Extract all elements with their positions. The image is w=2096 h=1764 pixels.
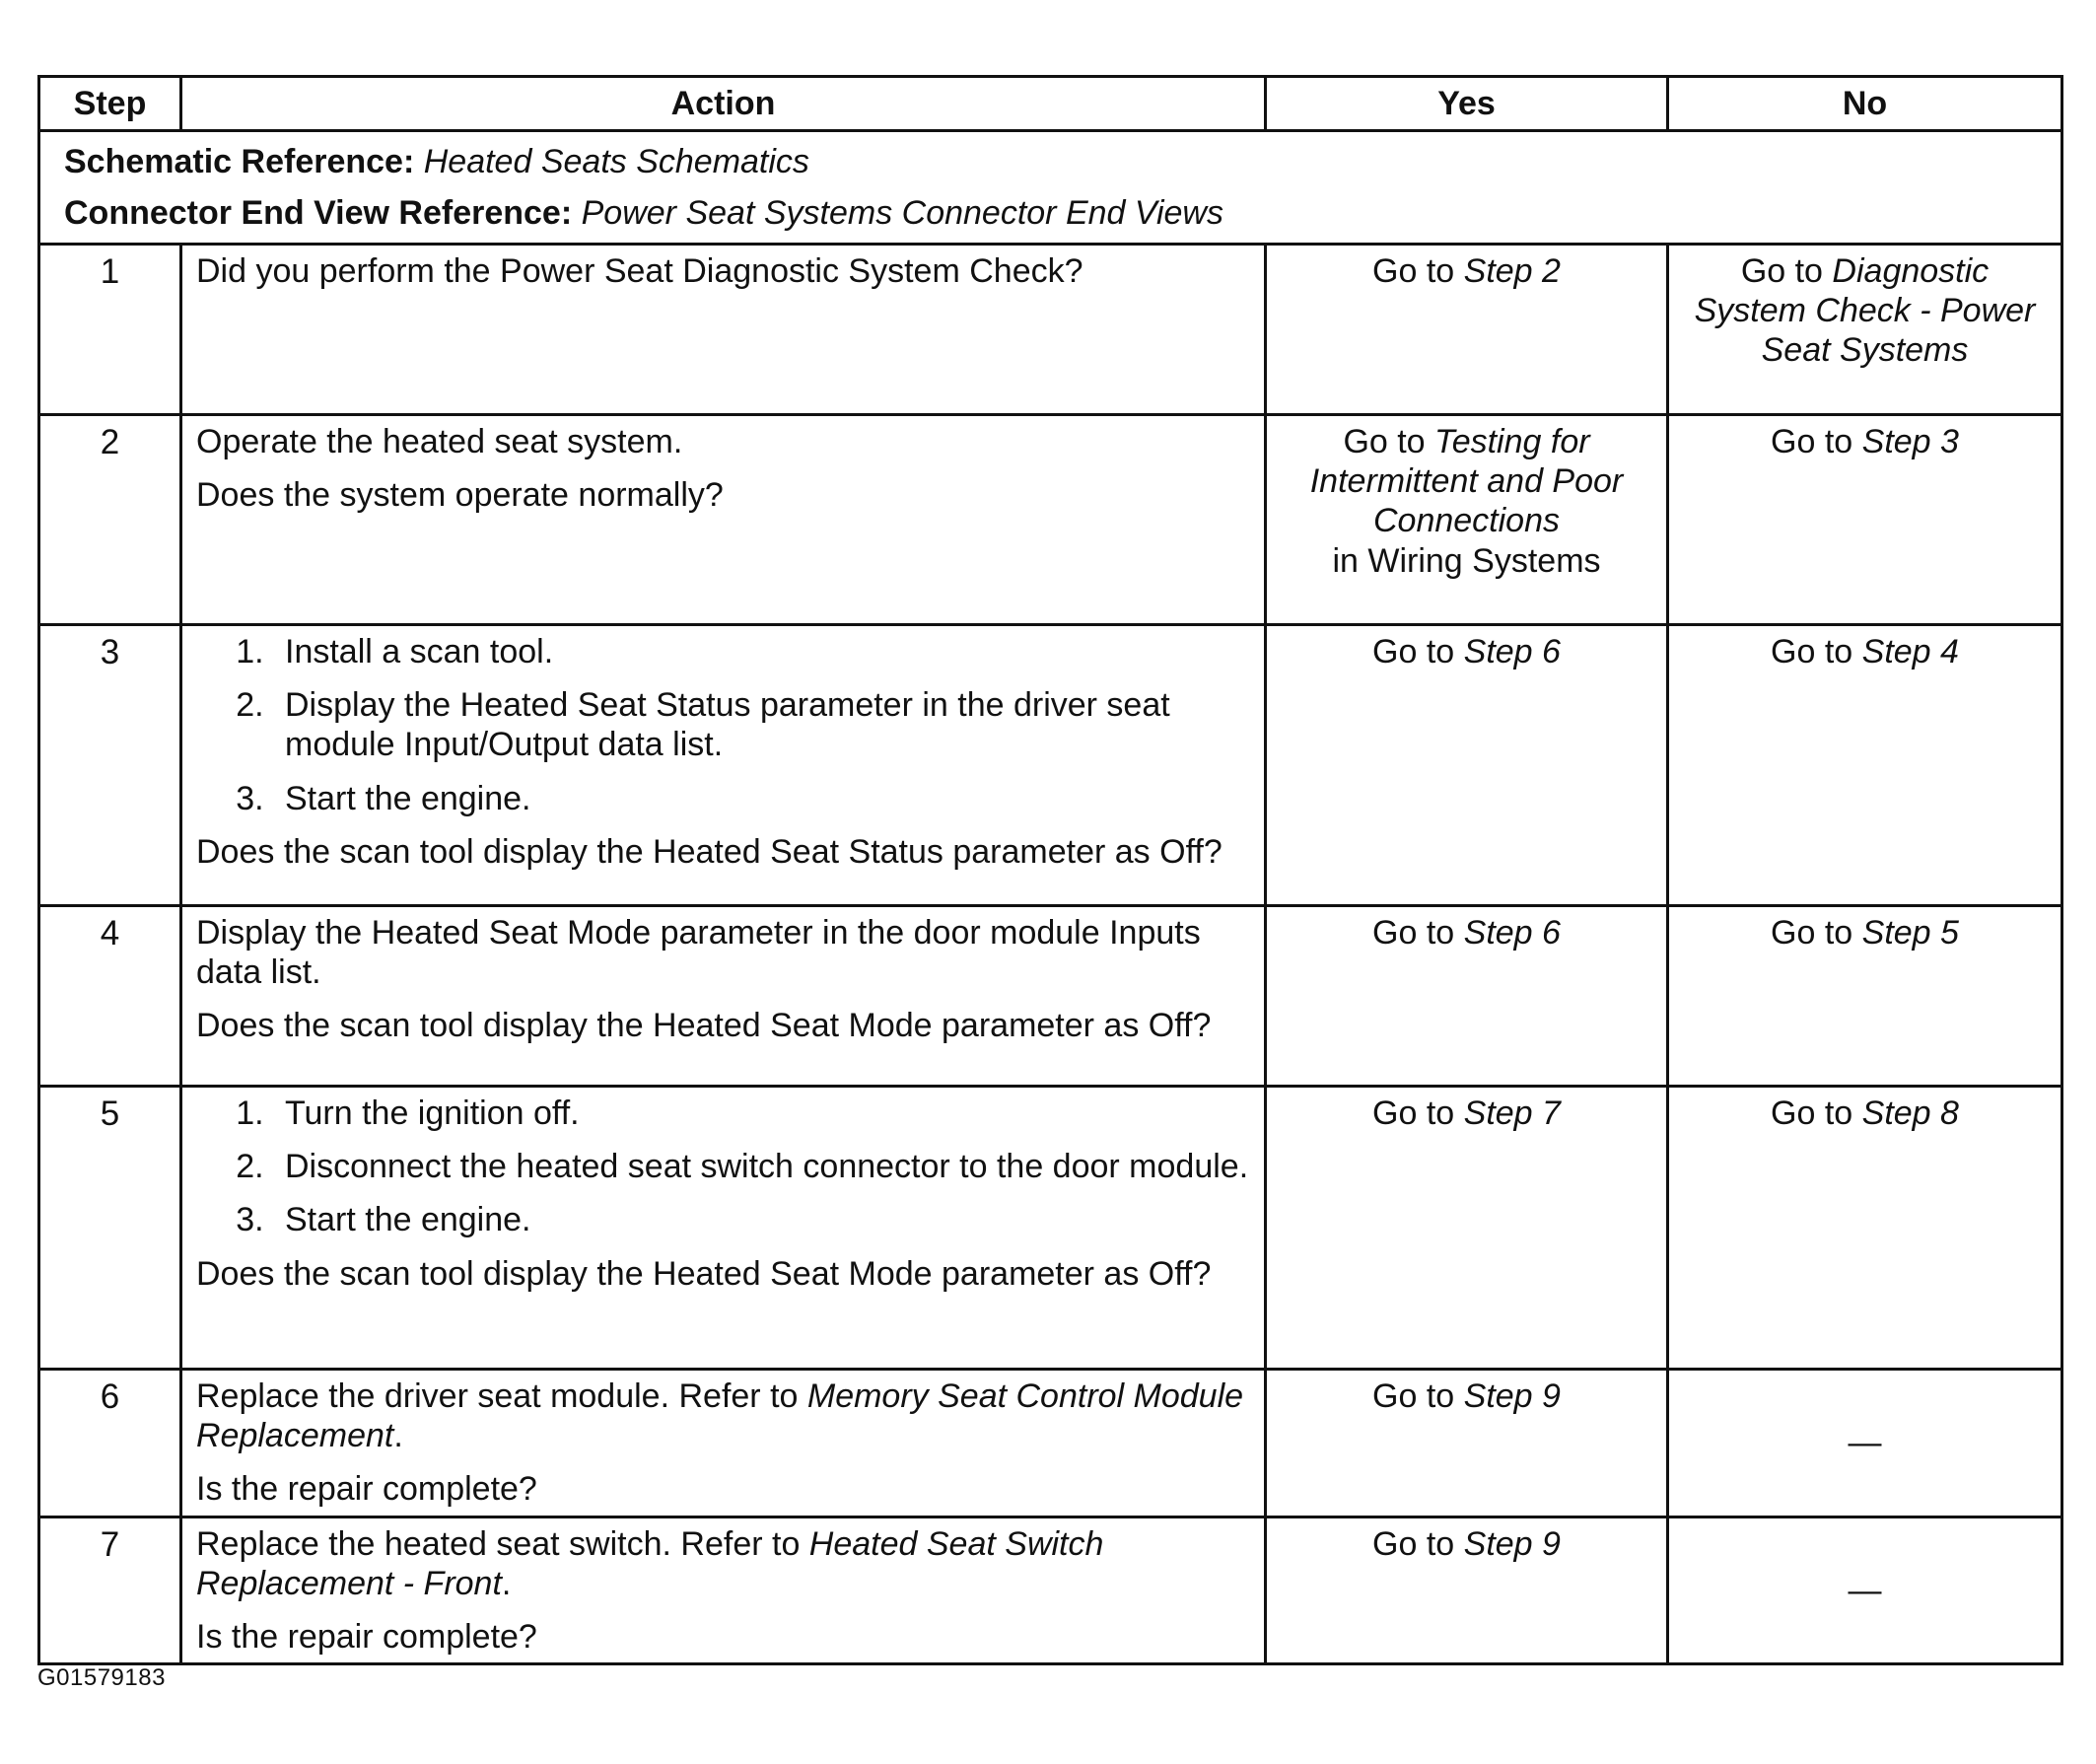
no-prefix: Go to [1740, 252, 1833, 291]
action-text-prefix: Replace the heated seat switch. Refer to [196, 1524, 809, 1563]
table-row-step-6 [39, 1370, 2062, 1517]
no-prefix: Go to [1771, 633, 1862, 671]
no-cell [1668, 1087, 2062, 1370]
no-prefix: Go to [1771, 423, 1862, 461]
action-reference-link[interactable]: Heated Seat Switch Replacement - Front [196, 1524, 1104, 1602]
schematic-reference [64, 142, 2037, 181]
yes-link[interactable]: Step 7 [1463, 1094, 1561, 1133]
diagnostic-table [37, 75, 2063, 1665]
reference-cell [39, 131, 2062, 245]
yes-prefix: Go to [1372, 1524, 1464, 1563]
step-number: 3 [39, 625, 181, 906]
yes-cell [1266, 1517, 1668, 1663]
action-cell [181, 906, 1266, 1087]
action-question: Does the scan tool display the Heated Seat Mode parameter as Off? [196, 1007, 1212, 1045]
no-cell [1668, 1370, 2062, 1517]
action-list-item: 1. Install a scan tool. [273, 632, 1250, 671]
action-text: Operate the heated seat system. [196, 423, 683, 461]
yes-link[interactable]: Testing for Intermittent and Poor Connections [1309, 423, 1624, 540]
yes-link[interactable]: Step 6 [1463, 914, 1561, 953]
action-cell [181, 1517, 1266, 1663]
action-cell [181, 245, 1266, 415]
schematic-reference-label: Schematic Reference: [64, 143, 415, 180]
yes-link[interactable]: Step 9 [1463, 1377, 1561, 1416]
action-text [196, 1524, 1250, 1603]
yes-cell [1266, 625, 1668, 906]
diagnostic-table-container [37, 75, 2061, 1665]
yes-cell [1266, 415, 1668, 625]
no-prefix: Go to [1771, 914, 1862, 953]
table-row-step-2 [39, 415, 2062, 625]
action-cell [181, 1087, 1266, 1370]
action-text-suffix: . [393, 1417, 403, 1455]
no-link[interactable]: Step 5 [1861, 914, 1959, 953]
yes-cell [1266, 1370, 1668, 1517]
no-cell [1668, 625, 2062, 906]
yes-prefix: Go to [1372, 1377, 1464, 1416]
yes-prefix: Go to [1372, 252, 1464, 291]
yes-link[interactable]: Step 6 [1463, 633, 1561, 671]
action-text: Did you perform the Power Seat Diagnostic System Check? [196, 252, 1083, 291]
yes-cell [1266, 906, 1668, 1087]
table-header-row [39, 77, 2062, 131]
connector-reference-link[interactable]: Power Seat Systems Connector End Views [581, 194, 1223, 233]
no-column-header: No [1668, 77, 2062, 131]
no-link[interactable]: Diagnostic System Check - Power Seat Systems [1694, 252, 2036, 370]
action-question: Does the system operate normally? [196, 476, 724, 515]
action-column-header: Action [181, 77, 1266, 131]
action-question: Is the repair complete? [196, 1617, 537, 1656]
action-question: Is the repair complete? [196, 1470, 537, 1509]
action-question: Does the scan tool display the Heated Seat Mode parameter as Off? [196, 1254, 1212, 1293]
action-list-item: 2. Disconnect the heated seat switch connector to the door module. [273, 1147, 1250, 1186]
no-cell [1668, 415, 2062, 625]
schematic-reference-link[interactable]: Heated Seats Schematics [423, 143, 809, 180]
connector-reference-label: Connector End View Reference: [64, 194, 573, 233]
action-step-list [196, 1094, 1250, 1239]
no-cell [1668, 245, 2062, 415]
action-reference-link[interactable]: Memory Seat Control Module Replacement [196, 1377, 1244, 1455]
no-dash: — [1848, 1424, 1882, 1462]
yes-prefix: Go to [1372, 1094, 1464, 1133]
yes-column-header: Yes [1266, 77, 1668, 131]
table-row-step-5 [39, 1087, 2062, 1370]
no-cell [1668, 906, 2062, 1087]
action-cell [181, 415, 1266, 625]
yes-prefix: Go to [1343, 423, 1435, 461]
action-text [196, 1376, 1250, 1455]
yes-link[interactable]: Step 2 [1463, 252, 1561, 291]
table-row-step-1 [39, 245, 2062, 415]
no-dash: — [1848, 1571, 1882, 1609]
table-row-step-3 [39, 625, 2062, 906]
table-row-step-7 [39, 1517, 2062, 1663]
table-row-step-4 [39, 906, 2062, 1087]
action-list-item: 2. Display the Heated Seat Status parameter in the driver seat module Input/Output data list. [273, 685, 1250, 764]
action-cell [181, 625, 1266, 906]
step-column-header: Step [39, 77, 181, 131]
step-number: 7 [39, 1517, 181, 1663]
yes-cell [1266, 1087, 1668, 1370]
yes-prefix: Go to [1372, 914, 1464, 953]
no-link[interactable]: Step 4 [1861, 633, 1959, 671]
no-link[interactable]: Step 3 [1861, 423, 1959, 461]
action-step-list [196, 632, 1250, 817]
action-question: Does the scan tool display the Heated Seat Status parameter as Off? [196, 832, 1223, 871]
action-cell [181, 1370, 1266, 1517]
yes-link[interactable]: Step 9 [1463, 1524, 1561, 1563]
yes-cell [1266, 245, 1668, 415]
step-number: 6 [39, 1370, 181, 1517]
no-link[interactable]: Step 8 [1861, 1094, 1959, 1133]
no-prefix: Go to [1771, 1094, 1862, 1133]
step-number: 5 [39, 1087, 181, 1370]
connector-reference [64, 193, 2037, 233]
step-number: 4 [39, 906, 181, 1087]
step-number: 1 [39, 245, 181, 415]
action-list-item: 1. Turn the ignition off. [273, 1094, 1250, 1133]
action-text-suffix: . [501, 1564, 512, 1602]
yes-suffix: in Wiring Systems [1332, 541, 1601, 580]
yes-prefix: Go to [1372, 633, 1464, 671]
action-text-prefix: Replace the driver seat module. Refer to [196, 1377, 807, 1416]
action-list-item: 3. Start the engine. [273, 1200, 1250, 1239]
no-cell [1668, 1517, 2062, 1663]
action-list-item: 3. Start the engine. [273, 779, 1250, 818]
reference-row [39, 131, 2062, 245]
action-text: Display the Heated Seat Mode parameter in the door module Inputs data list. [196, 914, 1201, 992]
figure-id: G01579183 [37, 1664, 166, 1691]
step-number: 2 [39, 415, 181, 625]
